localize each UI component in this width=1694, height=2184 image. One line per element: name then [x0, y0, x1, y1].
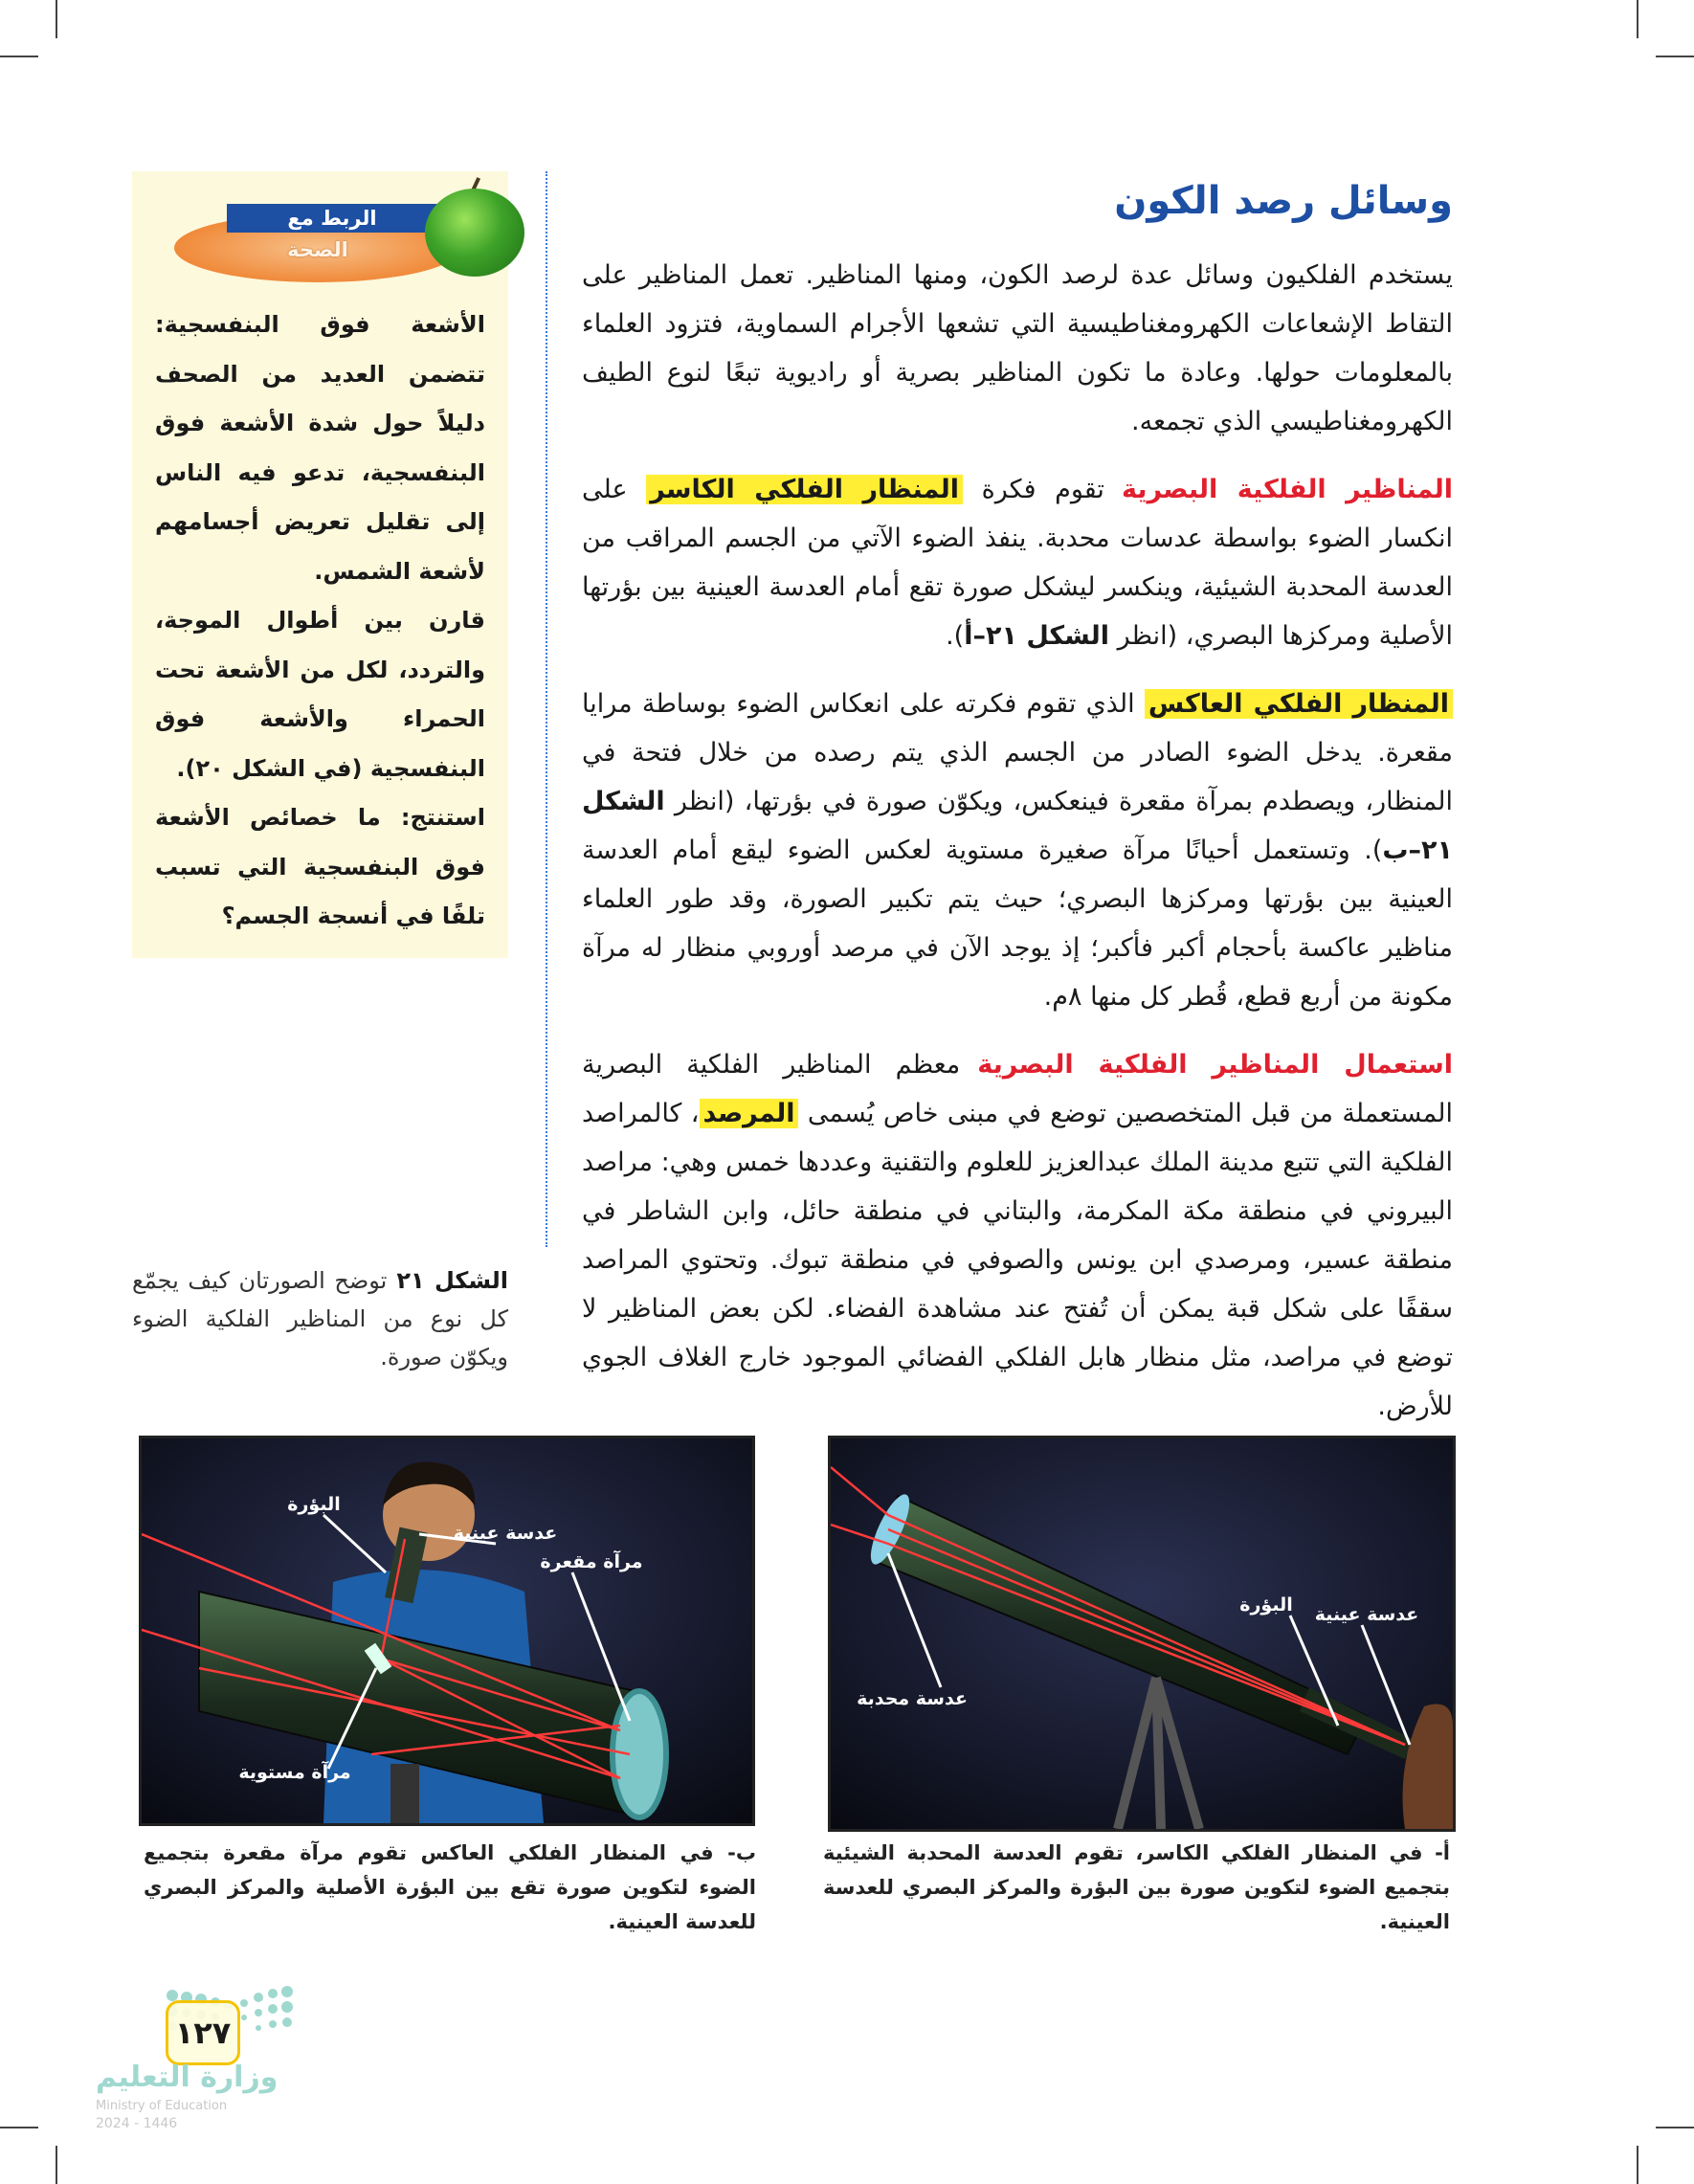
paragraph-intro: يستخدم الفلكيون وسائل عدة لرصد الكون، ومنها المناظير. تعمل المناظير على التقاط الإشعاعات الكهرومغناطيسية التي تشعها الأجرام السماوية، فتزود العلماء بالمعلومات حولها. وعادة ما تكون المناظير بصرية أو راديوية تبعًا لنوع الطيف الكهرومغناطيسي الذي تجمعه. [582, 260, 1453, 436]
paragraph-refracting [582, 465, 1453, 660]
text: ). [946, 621, 965, 651]
figure-21-caption [132, 1261, 508, 1376]
text: ، كالمراصد الفلكية التي تتبع مدينة الملك عبدالعزيز للعلوم والتقنية وعددها خمس وهي: مراصد البيروني في منطقة مكة المكرمة، والبتاني في منطقة حائل، وابن الشاطر في منطقة عسير، ومرصدي ابن يونس والصوفي في منطقة تبوك. وتحتوي المراصد سقفًا على شكل قبة يمكن أن تُفتح عند مشاهدة الفضاء. لكن بعض المناظير لا توضع في مراصد، مثل منظار هابل الفلكي الفضائي الموجود خارج الغلاف الجوي للأرض. [582, 1099, 1453, 1421]
figure-b-caption: ب- في المنظار الفلكي العاكس تقوم مرآة مقعرة بتجميع الضوء لتكوين صورة تقع بين البؤرة الأصلية والمركز البصري للعدسة العينية. [144, 1841, 756, 1933]
figure-ref-21b[interactable]: الشكل ٢١–ب [582, 787, 1453, 865]
text: معظم المناظير الفلكية البصرية المستعملة من قبل المتخصصين توضع في مبنى خاص يُسمى [582, 1050, 1453, 1128]
figure-label: الشكل ٢١ [396, 1267, 508, 1294]
health-connection-badge [155, 171, 485, 301]
main-column [582, 172, 1453, 1450]
label-flat-mirror: مرآة مستوية [238, 1762, 351, 1783]
subheading-optical-telescopes: المناظير الفلكية البصرية [1121, 475, 1453, 504]
label-eyepiece: عدسة عينية [1314, 1604, 1419, 1625]
sidebar-paragraph-uv [155, 301, 485, 596]
column-divider [546, 171, 547, 1247]
term-observatory: المرصد [700, 1099, 799, 1128]
label-convex-lens: عدسة محدبة [857, 1688, 968, 1709]
crop-mark [1656, 56, 1694, 57]
ministry-name-english: Ministry of Education [96, 2099, 228, 2113]
edition-year: 2024 - 1446 [96, 2116, 178, 2131]
apple-icon [425, 189, 524, 277]
label-focus: البؤرة [287, 1494, 341, 1515]
sidebar-infer-label: استنتج: [400, 804, 486, 831]
text: على انكسار الضوء بواسطة عدسات محدبة. ينفذ الضوء الآتي من الجسم المراقب من العدسة المحدبة الشيئية، وينكسر ليشكل صورة تقع أمام العدسة العينية بين بؤرتها الأصلية ومركزها البصري، (انظر [582, 475, 1453, 651]
ministry-name-arabic: وزارة التعليم [96, 2061, 279, 2094]
ministry-logo [96, 1986, 325, 2129]
term-refracting-telescope: المنظار الفلكي الكاسر [646, 475, 963, 504]
concave-mirror [613, 1691, 666, 1817]
text: تقوم فكرة [981, 475, 1104, 504]
section-title: وسائل رصد الكون [1114, 179, 1453, 223]
figure-refracting-telescope [828, 1436, 1456, 1832]
crop-mark [1637, 2146, 1638, 2184]
label-concave-mirror: مرآة مقعرة [540, 1551, 643, 1572]
term-reflecting-telescope: المنظار الفلكي العاكس [1145, 689, 1453, 719]
figure-reflecting-telescope [139, 1436, 755, 1826]
crop-mark [0, 56, 38, 57]
text: ). وتستعمل أحيانًا مرآة صغيرة مستوية لعكس الضوء ليقع أمام العدسة العينية بين بؤرتها ومركزها البصري؛ حيث يتم تكبير الصورة، وقد طور العلماء مناظير عاكسة بأحجام أكبر فأكبر؛ إذ يوجد الآن في مرصد أوروبي منظار له مرآة مكونة من أربع قطع، قُطر كل منها ٨م. [582, 836, 1453, 1012]
crop-mark [56, 0, 57, 38]
figure-ref-21a[interactable]: الشكل ٢١–أ [964, 621, 1110, 651]
sidebar-uv-title: الأشعة فوق البنفسجية: [155, 311, 485, 338]
crop-mark [56, 2146, 57, 2184]
label-focus: البؤرة [1239, 1594, 1293, 1616]
badge-subtitle: الصحة [287, 238, 348, 261]
crop-mark [1637, 0, 1638, 38]
text: الذي تقوم فكرته على انعكاس الضوء بوساطة مرايا مقعرة. يدخل الضوء الصادر من الجسم الذي يتم رصده من خلال فتحة في المنظار، ويصطدم بمرآة مقعرة فينعكس، ويكوّن صورة في بؤرتها، (انظر [582, 689, 1453, 816]
health-connection-sidebar [132, 171, 508, 958]
sidebar-infer-body: ما خصائص الأشعة فوق البنفسجية التي تسبب تلفًا في أنسجة الجسم؟ [155, 804, 485, 929]
crop-mark [1656, 2127, 1694, 2128]
figure-a-caption: أ- في المنظار الفلكي الكاسر، تقوم العدسة المحدبة الشيئية بتجميع الضوء لتكوين صورة بين البؤرة والمركز البصري للعدسة العينية. [823, 1841, 1450, 1933]
paragraph-observatories [582, 1040, 1453, 1431]
subheading-using-telescopes: استعمال المناظير الفلكية البصرية [977, 1050, 1453, 1080]
crop-mark [0, 2127, 38, 2128]
page-number: ١٢٧ [166, 2000, 240, 2065]
sidebar-uv-body: تتضمن العديد من الصحف دليلاً حول شدة الأشعة فوق البنفسجية، تدعو فيه الناس إلى تقليل تعريض أجسامهم لأشعة الشمس. [155, 360, 485, 585]
paragraph-reflecting [582, 680, 1453, 1021]
sidebar-paragraph-infer [155, 793, 485, 942]
label-eyepiece: عدسة عينية [453, 1523, 558, 1544]
badge-title: الربط مع [227, 204, 437, 233]
sidebar-paragraph-compare: قارن بين أطوال الموجة، والتردد، لكل من الأشعة تحت الحمراء والأشعة فوق البنفسجية (في الشكل ٢٠). [155, 607, 485, 782]
tripod [390, 1764, 419, 1823]
figure-caption-text: توضح الصورتان كيف يجمّع كل نوع من المناظير الفلكية الضوء ويكوّن صورة. [132, 1267, 508, 1371]
